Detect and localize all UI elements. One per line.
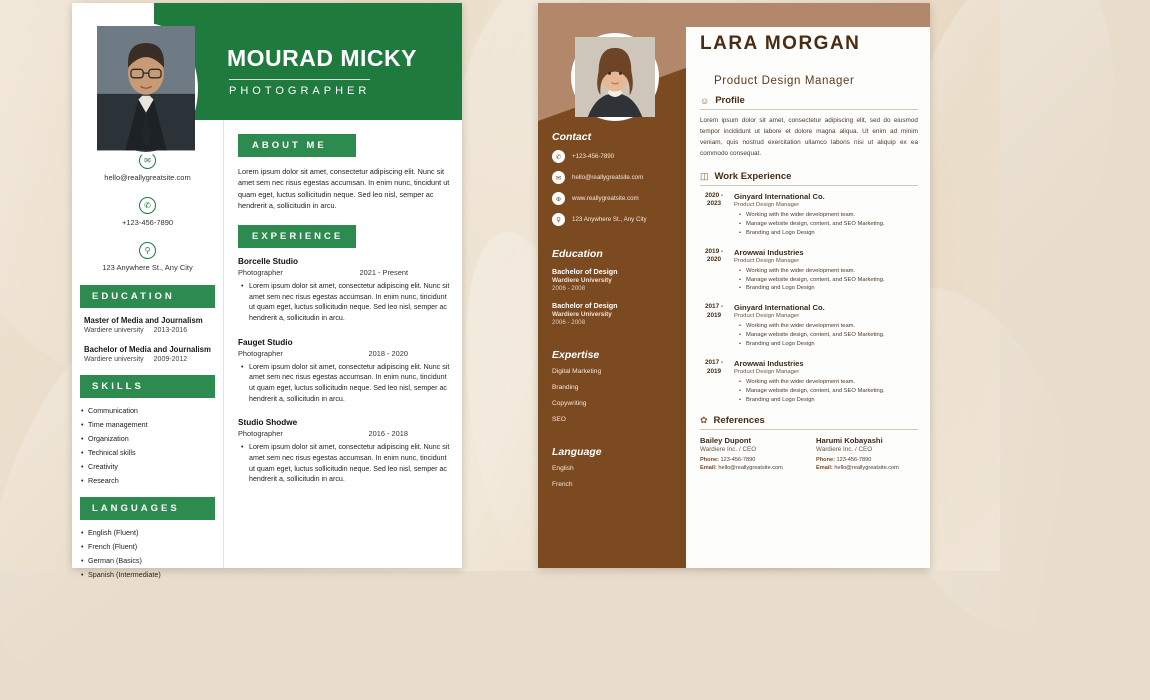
list-item: • German (Basics) xyxy=(88,556,215,565)
contact-item xyxy=(552,213,686,226)
list-item: • Branding and Logo Design xyxy=(746,229,918,238)
references-list xyxy=(700,436,918,473)
user-icon: ☺ xyxy=(700,95,710,106)
section-heading-experience: EXPERIENCE xyxy=(238,225,356,248)
list-item: French xyxy=(552,481,573,488)
list-item: • Working with the wider development team. xyxy=(746,378,918,387)
contact-item xyxy=(552,171,686,184)
resume-left-main xyxy=(224,120,462,568)
work-entry xyxy=(700,359,918,405)
list-item: Branding xyxy=(552,384,579,391)
portrait-illustration xyxy=(575,37,655,117)
reference-entry xyxy=(700,436,802,473)
work-entry xyxy=(700,303,918,349)
education-years: 2013-2016 xyxy=(153,327,188,334)
list-item: • Lorem ipsum dolor sit amet, consectetur adipiscing elit. Nunc sit amet sem nec risus egestas accumsan. In enim nunc, tincidunt ut quam eget, luctus sollicitudin neque. Sed leo nisl, semper ac hendrerit a, sollicitudin in arcu. xyxy=(249,362,450,405)
email-value: hello@reallygreatsite.com xyxy=(718,465,783,472)
avatar xyxy=(94,23,198,155)
phone-label: Phone: xyxy=(700,457,719,464)
list-item: • Manage website design, content, and SEO Marketing. xyxy=(746,331,918,340)
contact-item xyxy=(552,192,686,205)
experience-entry xyxy=(238,338,450,405)
list-item: • Manage website design, content, and SEO Marketing. xyxy=(746,276,918,285)
work-years: 2017 - 2019 xyxy=(704,359,724,376)
page-title: MOURAD MICKY xyxy=(227,45,417,71)
page-title: LARA MORGAN xyxy=(700,33,861,54)
section-heading-profile xyxy=(700,95,918,110)
experience-role: Photographer xyxy=(238,429,283,439)
education-degree: Bachelor of Design xyxy=(552,267,618,276)
experience-company: Studio Shodwe xyxy=(238,418,298,428)
work-years: 2020 - 2023 xyxy=(704,191,724,208)
list-item: • Branding and Logo Design xyxy=(746,284,918,293)
experience-entry xyxy=(238,418,450,485)
contact-email: hello@reallygreatsite.com xyxy=(572,174,644,181)
work-entry xyxy=(700,192,918,238)
section-heading-language: Language xyxy=(552,446,602,458)
education-entry xyxy=(72,345,223,363)
resume-left xyxy=(72,3,462,579)
work-years: 2017 - 2019 xyxy=(704,303,724,320)
reference-email xyxy=(700,465,802,471)
list-item: • Technical skills xyxy=(88,448,215,457)
experience-company: Borcelle Studio xyxy=(238,257,299,267)
list-item: • English (Fluent) xyxy=(88,528,215,537)
profile-text: Lorem ipsum dolor sit amet, consectetur adipiscing elit, sed do eiusmod tempor incididunt ut labore et dolore magna aliqua. Ut enim ad minim veniam, quis nostrud exercitation ullamco laboris nisi ut aliquip ex ea commodo consequat. xyxy=(700,117,918,157)
list-item: • Organization xyxy=(88,434,215,443)
location-pin-icon: ⚲ xyxy=(552,213,565,226)
avatar xyxy=(571,33,659,121)
list-item: English xyxy=(552,465,574,472)
contact-item xyxy=(72,240,223,272)
reference-phone xyxy=(700,457,802,463)
experience-date: 2018 - 2020 xyxy=(368,348,408,358)
reference-company: Wardiere Inc. / CEO xyxy=(816,446,873,454)
list-item: Copywriting xyxy=(552,400,587,407)
globe-icon: ⊕ xyxy=(552,192,565,205)
education-degree: Bachelor of Design xyxy=(552,301,618,310)
education-school: Wardiere university xyxy=(84,356,144,363)
contact-item xyxy=(552,150,686,163)
envelope-icon: ✉ xyxy=(139,152,156,169)
phone-label: Phone: xyxy=(816,457,835,464)
work-position: Product Design Manager xyxy=(734,201,800,208)
briefcase-icon: ◫ xyxy=(700,170,709,181)
portrait-illustration xyxy=(97,26,195,150)
education-years: 2009-2012 xyxy=(153,356,188,363)
contact-phone: +123-456-7890 xyxy=(572,153,615,160)
phone-value: 123-456-7890 xyxy=(836,457,872,464)
section-heading-languages: LANGUAGES xyxy=(80,497,215,520)
about-text: Lorem ipsum dolor sit amet, consectetur adipiscing elit. Nunc sit amet sem nec risus egestas accumsan. In enim nunc, tincidunt ut quam eget, luctus sollicitudin neque. Sed leo nisl, semper ac hendrerit a, sollicitudin in arcu. xyxy=(238,167,450,210)
reference-name: Bailey Dupont xyxy=(700,436,752,446)
experience-role: Photographer xyxy=(238,348,283,358)
list-item: • Creativity xyxy=(88,462,215,471)
section-title: References xyxy=(713,415,765,427)
list-item: • French (Fluent) xyxy=(88,542,215,551)
list-item: • Manage website design, content, and SEO Marketing. xyxy=(746,387,918,396)
work-years: 2019 - 2020 xyxy=(704,247,724,264)
job-title-subtitle: Product Design Manager xyxy=(714,75,855,87)
experience-company: Fauget Studio xyxy=(238,337,293,347)
list-item: • Lorem ipsum dolor sit amet, consectetur adipiscing elit. Nunc sit amet sem nec risus egestas accumsan. In enim nunc, tincidunt ut quam eget, luctus sollicitudin neque. Sed leo nisl, semper ac hendrerit a, sollicitudin in arcu. xyxy=(249,281,450,324)
section-heading-references xyxy=(700,415,918,430)
contact-website: www.reallygreatsite.com xyxy=(572,195,639,202)
contact-list xyxy=(72,150,223,272)
list-item: • Working with the wider development team. xyxy=(746,322,918,331)
list-item: • Manage website design, content, and SEO Marketing. xyxy=(746,220,918,229)
list-item: • Research xyxy=(88,476,215,485)
work-company: Arowwai Industries xyxy=(734,359,804,369)
education-meta xyxy=(84,327,213,334)
contact-item xyxy=(72,195,223,227)
education-years: 2006 - 2008 xyxy=(552,319,586,326)
section-heading-work-experience xyxy=(700,171,918,186)
list-item: • Working with the wider development team. xyxy=(746,211,918,220)
list-item: • Lorem ipsum dolor sit amet, consectetur adipiscing elit. Nunc sit amet sem nec risus egestas accumsan. In enim nunc, tincidunt ut quam eget, luctus sollicitudin neque. Sed leo nisl, semper ac hendrerit a, sollicitudin in arcu. xyxy=(249,442,450,485)
contact-email: hello@reallygreatsite.com xyxy=(104,173,191,182)
email-label: Email: xyxy=(700,465,717,472)
experience-date: 2021 - Present xyxy=(359,268,408,278)
section-heading-expertise: Expertise xyxy=(552,349,600,361)
list-item: • Branding and Logo Design xyxy=(746,340,918,349)
envelope-icon: ✉ xyxy=(552,171,565,184)
section-title: Work Experience xyxy=(714,170,792,182)
education-school: Wardiere university xyxy=(84,327,144,334)
phone-icon: ✆ xyxy=(552,150,565,163)
education-meta xyxy=(84,356,213,363)
location-pin-icon: ⚲ xyxy=(139,242,156,259)
contact-address: 123 Anywhere St., Any City xyxy=(102,263,193,272)
education-degree: Master of Media and Journalism xyxy=(84,316,203,325)
reference-entry xyxy=(816,436,918,473)
contact-phone: +123-456-7890 xyxy=(121,218,174,227)
list-item: • Branding and Logo Design xyxy=(746,396,918,405)
languages-list xyxy=(72,528,223,579)
reference-name: Harumi Kobayashi xyxy=(816,436,883,446)
education-entry xyxy=(552,267,676,292)
section-heading-skills: SKILLS xyxy=(80,375,215,398)
section-heading-education: Education xyxy=(552,248,603,260)
education-years: 2006 - 2008 xyxy=(552,285,586,292)
email-value: hello@reallygreatsite.com xyxy=(834,465,899,472)
resume-right xyxy=(538,3,930,568)
job-title-subtitle: PHOTOGRAPHER xyxy=(229,79,370,97)
list-item: • Communication xyxy=(88,406,215,415)
section-title: Profile xyxy=(715,95,745,106)
education-degree: Bachelor of Media and Journalism xyxy=(84,345,211,354)
phone-value: 123-456-7890 xyxy=(720,457,756,464)
ribbon-icon: ✿ xyxy=(700,415,708,426)
work-position: Product Design Manager xyxy=(734,313,800,320)
work-position: Product Design Manager xyxy=(734,369,800,376)
email-label: Email: xyxy=(816,465,833,472)
reference-email xyxy=(816,465,918,471)
reference-phone xyxy=(816,457,918,463)
section-heading-about: ABOUT ME xyxy=(238,134,356,157)
education-school: Wardiere University xyxy=(552,311,612,318)
experience-role: Photographer xyxy=(238,268,283,278)
phone-icon: ✆ xyxy=(139,197,156,214)
experience-date: 2016 - 2018 xyxy=(368,429,408,439)
experience-entry xyxy=(238,257,450,324)
work-position: Product Design Manager xyxy=(734,257,800,264)
resume-right-header-band xyxy=(686,3,930,27)
reference-company: Wardiere Inc. / CEO xyxy=(700,446,757,454)
list-item: • Time management xyxy=(88,420,215,429)
work-company: Ginyard International Co. xyxy=(734,303,825,313)
list-item: • Spanish (Intermediate) xyxy=(88,570,215,579)
education-entry xyxy=(72,316,223,334)
list-item: SEO xyxy=(552,416,566,423)
education-entry xyxy=(552,301,676,326)
section-heading-contact: Contact xyxy=(552,131,592,143)
section-heading-education: EDUCATION xyxy=(80,285,215,308)
list-item: • Working with the wider development team. xyxy=(746,267,918,276)
contact-address: 123 Anywhere St., Any City xyxy=(572,216,647,223)
education-school: Wardiere University xyxy=(552,277,612,284)
resume-right-main xyxy=(686,95,930,568)
skills-list xyxy=(72,406,223,485)
work-company: Ginyard International Co. xyxy=(734,191,825,201)
list-item: Digital Marketing xyxy=(552,368,602,375)
work-entry xyxy=(700,248,918,294)
work-company: Arowwai Industries xyxy=(734,247,804,257)
resume-left-sidebar xyxy=(72,120,224,579)
